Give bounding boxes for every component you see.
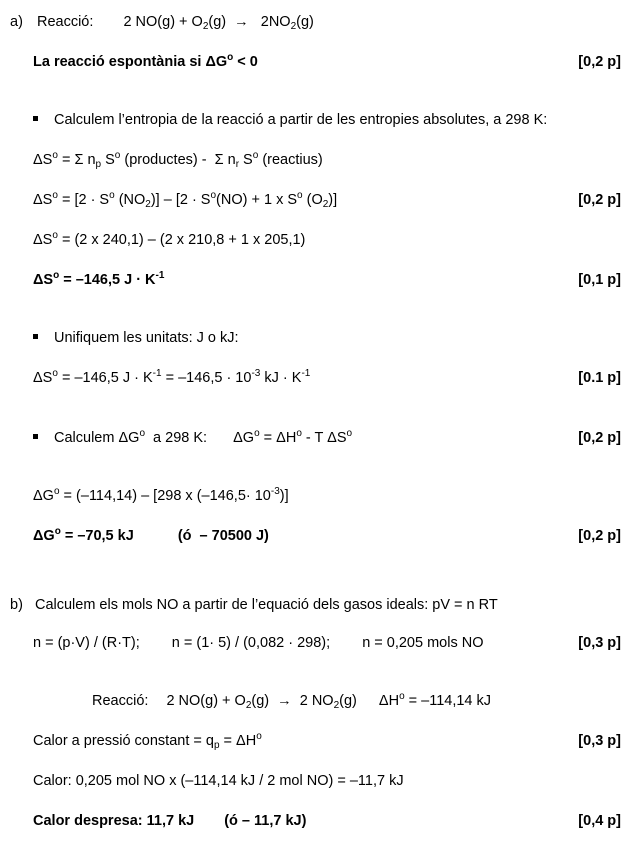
bullet-icon (33, 434, 38, 439)
heat-calculation: Calor: 0,205 mol NO x (–114,14 kJ / 2 mol NO) = –11,7 kJ (33, 773, 404, 789)
entropy-substitution: $\Delta S^o = [2 \cdot S^o$ $(NO_2)] - [2 \cdot S^o(NO) + 1$ x $S^o$ $(O_2)$] (33, 190, 338, 210)
gibbs-intro: Calculem $\Delta G^o$ a 298 K: $\Delta G^o = \Delta H^o - T$ $\Delta S^o$ (33, 430, 352, 446)
bullet-icon (33, 334, 38, 339)
units-conversion: $\Delta S^o = -146,5$ $J \cdot K^{-1} = -146,5 \cdot 10^{-3}$ kJ · $K^{-1}$ (33, 368, 311, 386)
part-b-label: b) (10, 597, 23, 613)
entropy-numeric: $\Delta S^o = (2$ x 240,1) – (2 x 210,8 + 1 x 205,1) (33, 230, 306, 248)
bullet-icon (33, 116, 38, 121)
moles-calculation: n = (p·V) / (R·T); n = (1· 5) / (0,082 · 298); n = 0,205 mols NO (33, 635, 484, 651)
entropy-result: $\Delta S^o = -146,5$ $J \cdot K^{-1}$ (33, 270, 165, 288)
entropy-intro: Calculem l’entropia de la reacció a partir de les entropies absolutes, a 298 K: (33, 112, 547, 128)
part-a-header (10, 14, 314, 30)
points-heat: [0,3 p] (578, 733, 621, 749)
points-gibbs: [0,2 p] (578, 430, 621, 446)
points-heat-result: [0,4 p] (578, 813, 621, 829)
points-gibbs-result: [0,2 p] (578, 528, 621, 544)
reaction-label: Reacció: (36, 14, 94, 30)
points-spontaneity: [0,2 p] (578, 54, 621, 70)
points-moles: [0,3 p] (578, 635, 621, 651)
units-intro: Unifiquem les unitats: J o kJ: (33, 330, 239, 346)
points-entropy-result: [0,1 p] (578, 272, 621, 288)
gibbs-result: $\Delta G^o = -70,5$ kJ (ó – 70500 J) (33, 526, 269, 544)
part-a-label: a) (10, 14, 23, 30)
spontaneity-statement: La reacció espontània si $\Delta G^o < 0$ (33, 52, 258, 70)
reaction-equation: 2 $NO(g) + O_2(g) \to 2NO_2(g)$ (123, 14, 314, 32)
heat-result: Calor despresa: 11,7 kJ (ó – 11,7 kJ) (33, 813, 307, 829)
part-b-intro: b) Calculem els mols NO a partir de l’equació dels gasos ideals: pV = n RT (10, 597, 498, 613)
points-entropy-substitution: [0,2 p] (578, 192, 621, 208)
entropy-formula: $\Delta S^o = \Sigma$ $n_p$ $S^o$ (productes) - Σ $n_r$ $S^o$ (reactius) (33, 150, 323, 170)
reaction-enthalpy: Reacció: 2 $NO(g) + O_2(g) \to 2$ $NO_2(g) \Delta H^o = -114,14$ kJ (92, 691, 492, 711)
points-units: [0.1 p] (578, 370, 621, 386)
gibbs-numeric: $\Delta G^o = (-114,14) - [298$ x $(-146,5\cdot 10^{-3})$] (33, 486, 289, 504)
heat-constant-pressure: Calor a pressió constant = $q_p = \Delta H^o$ (33, 731, 262, 751)
